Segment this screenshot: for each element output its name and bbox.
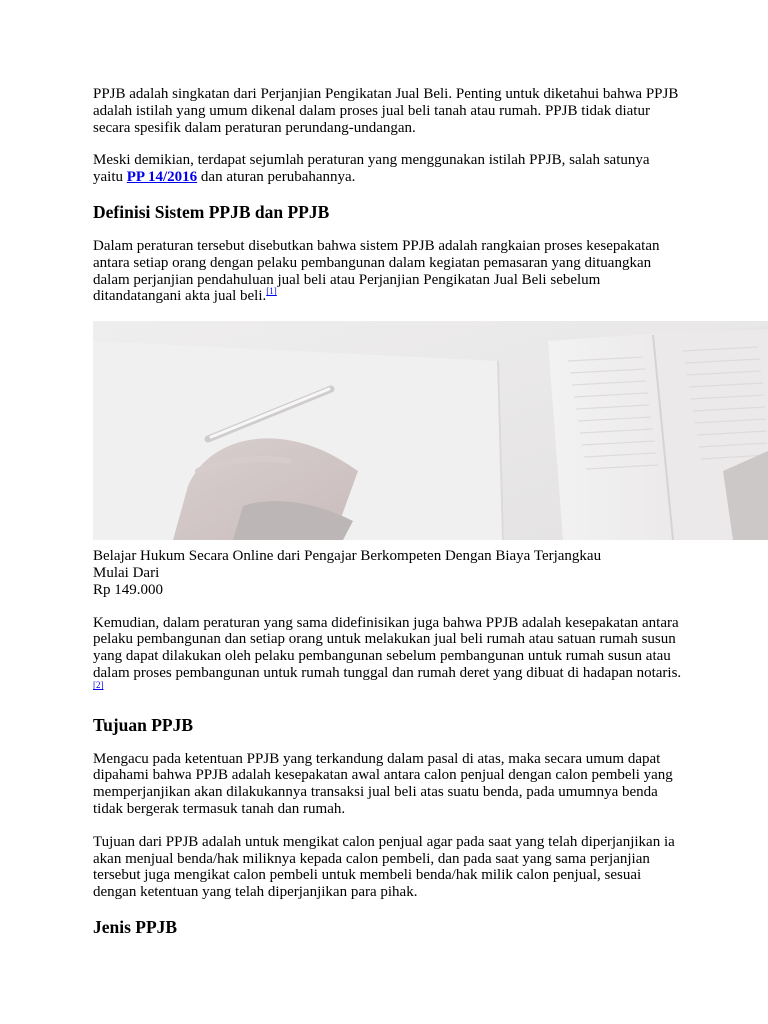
promo-banner-image[interactable] bbox=[93, 321, 768, 540]
promo-caption bbox=[93, 548, 683, 598]
definisi-paragraph-1 bbox=[93, 238, 683, 305]
definisi2-paragraph-1-text: Kemudian, dalam peraturan yang sama didefinisikan juga bahwa PPJB adalah kesepakatan antara pelaku pembangunan dan setiap orang untuk melakukan jual beli rumah atau satuan rumah susun yang dapat dilakukan oleh pelaku pembangunan sebelum pembangunan untuk rumah susun atau dalam proses pembangunan untuk rumah tunggal dan rumah deret yang dibuat di hadapan notaris. bbox=[93, 614, 682, 681]
intro-paragraph-2-text-before: Meski demikian, terdapat sejumlah peraturan yang menggunakan istilah PPJB, salah satunya yaitu bbox=[93, 152, 650, 186]
tujuan-paragraph-2: Tujuan dari PPJB adalah untuk mengikat calon penjual agar pada saat yang telah diperjanjikan ia akan menjual benda/hak miliknya kepada calon pembeli, dan pada saat yang sama perjanjian tersebut juga mengikat calon pembeli untuk membeli benda/hak milik calon penjual, sesuai dengan ketentuan yang telah diperjanjikan para pihak. bbox=[93, 833, 675, 901]
article-body bbox=[93, 86, 683, 953]
intro-paragraph-2 bbox=[93, 152, 683, 186]
definisi2-paragraph-1 bbox=[93, 615, 683, 699]
footnote-link-2[interactable]: [2] bbox=[93, 679, 104, 690]
writing-desk-illustration bbox=[93, 321, 768, 540]
promo-title: Belajar Hukum Secara Online dari Pengajar Berkompeten Dengan Biaya Terjangkau bbox=[93, 548, 602, 565]
promo-price: Rp 149.000 bbox=[93, 581, 164, 598]
pp-14-2016-link[interactable]: PP 14/2016 bbox=[126, 169, 198, 186]
intro-paragraph-2-text-after: dan aturan perubahannya. bbox=[197, 169, 356, 186]
heading-tujuan: Tujuan PPJB bbox=[93, 714, 194, 735]
intro-paragraph-1: PPJB adalah singkatan dari Perjanjian Pengikatan Jual Beli. Penting untuk diketahui bahwa PPJB adalah istilah yang umum dikenal dalam proses jual beli tanah atau rumah. PPJB tidak diatur secara spesifik dalam peraturan perundang-undangan. bbox=[93, 86, 679, 136]
tujuan-paragraph-1: Mengacu pada ketentuan PPJB yang terkandung dalam pasal di atas, maka secara umum dapat dipahami bahwa PPJB adalah kesepakatan awal antara calon penjual dengan calon pembeli yang memperjanjikan akan dilakukannya transaksi jual beli atas suatu benda, pada umumnya benda tidak bergerak termasuk tanah dan rumah. bbox=[93, 750, 673, 817]
heading-jenis: Jenis PPJB bbox=[93, 916, 178, 937]
definisi-paragraph-1-text: Dalam peraturan tersebut disebutkan bahwa sistem PPJB adalah rangkaian proses kesepakatan antara setiap orang dengan pelaku pembangunan dalam kegiatan pemasaran yang dituangkan dalam perjanjian pendahuluan jual beli atau Perjanjian Pengikatan Jual Beli sebelum ditandatangani akta jual beli. bbox=[93, 237, 660, 305]
promo-price-label: Mulai Dari bbox=[93, 564, 160, 581]
heading-definisi: Definisi Sistem PPJB dan PPJB bbox=[93, 201, 330, 222]
footnote-link-1[interactable]: [1] bbox=[266, 286, 277, 297]
